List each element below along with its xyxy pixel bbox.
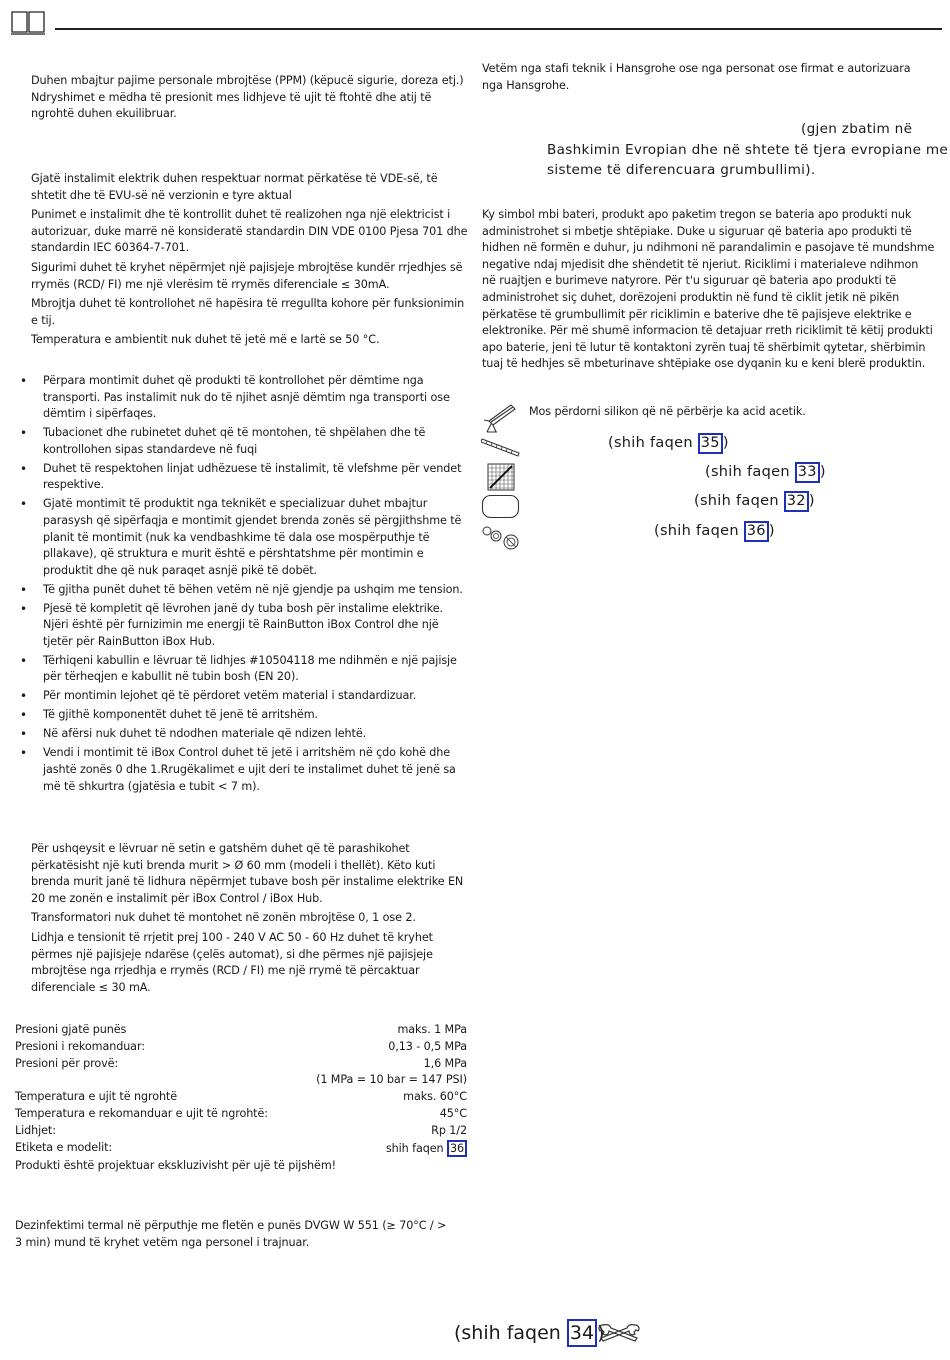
spec-row-model (15, 1140, 467, 1157)
list-item: • Për montimin lejohet që të përdoret vetëm material i standardizuar. (31, 688, 469, 705)
spec-label: Temperatura e ujit të ngrohtë (15, 1090, 178, 1104)
list-item: • Në afërsi nuk duhet të ndodhen materiale që ndizen lehtë. (31, 726, 469, 743)
page-ref-text: (shih faqen (705, 464, 790, 480)
page-ref-link[interactable]: 32 (784, 491, 809, 512)
fittings-parts-icon (481, 524, 521, 552)
spec-label: Etiketa e modelit: (15, 1140, 113, 1154)
specs-table (15, 1022, 467, 1175)
page-ref-row (608, 433, 729, 454)
spec-label: Temperatura e rekomanduar e ujit të ngrohtë: (15, 1106, 268, 1120)
spec-value: maks. 60°C (403, 1090, 467, 1104)
footer-page-ref (454, 1319, 605, 1347)
spec-value (386, 1140, 467, 1157)
page-ref-row (694, 491, 815, 512)
page-ref-text: ) (768, 523, 775, 539)
page-ref-text: (shih faqen (654, 523, 739, 539)
level-ruler-icon (481, 435, 521, 457)
list-item: • Gjatë montimit të produktit nga teknikët e specializuar duhet mbajtur parasysh që sipërfaqja e montimit gjendet brenda zonës së përgjithshme të planit të montimit (nuk ka vendbashkime të dala ose mospërputhje të pllakave), që struktura e murit është e përshtatshme për montimin e produktit dhe që nuk paraqet asnjë pikë të dobët. (31, 496, 469, 579)
spec-row (15, 1056, 467, 1073)
page-ref-text: ) (722, 435, 729, 451)
tile-grid-icon (487, 463, 515, 491)
silicone-note: Mos përdorni silikon që në përbërje ka acid acetik. (529, 405, 806, 418)
power-para: Transformatori nuk duhet të montohet në zonën mbrojtëse 0, 1 ose 2. (31, 911, 416, 925)
power-section (31, 841, 469, 996)
manual-book-icon (10, 8, 46, 36)
safety-para: Ndryshimet e mëdha të presionit mes lidhjeve të ujit të ftohtë dhe atij të ngrohtë duhen ekuilibruar. (31, 90, 432, 121)
page-ref-link[interactable]: 35 (698, 433, 723, 454)
spec-row (15, 1072, 467, 1089)
electric-para: Temperatura e ambientit nuk duhet të jetë më e lartë se 50 °C. (31, 333, 380, 347)
list-item: • Vendi i montimit të iBox Control duhet të jetë i arritshëm në çdo kohë dhe jashtë zonës 0 dhe 1.Rrugëkalimet e ujit deri te instalimet duhet të jenë sa më të shkurtra (gjatësia e tubit < 7 m). (31, 745, 469, 795)
staff-note: Vetëm nga stafi teknik i Hansgrohe ose nga personat ose firmat e autorizuara nga Hansgrohe. (482, 62, 911, 92)
electric-para: Mbrojtja duhet të kontrollohet në hapësira të rregullta kohore për funksionimin e tij. (31, 297, 465, 327)
spec-row (15, 1022, 467, 1039)
spec-value: 45°C (439, 1106, 467, 1120)
page-ref-row (705, 462, 826, 483)
list-item: • Tubacionet dhe rubinetet duhet që të montohen, të shpëlahen dhe të kontrollohen sipas standardeve në fuqi (31, 425, 469, 458)
drinking-water-note: Produkti është projektuar ekskluzivisht për ujë të pijshëm! (15, 1159, 337, 1173)
eu-line3: sisteme të diferencuara grumbullimi). (547, 162, 816, 178)
spec-value: Rp 1/2 (431, 1123, 467, 1137)
page-ref-text: (shih faqen (608, 435, 693, 451)
electric-para: Punimet e instalimit dhe të kontrollit duhet të realizohen nga një elektricist i autorizuar, duke marrë në konsideratë standardin DIN VDE 0100 Pjesa 701 dhe standardin IEC 60364-7-701. (31, 208, 468, 255)
page-ref-text: (shih faqen (454, 1322, 561, 1344)
spec-value: (1 MPa = 10 bar = 147 PSI) (316, 1073, 467, 1087)
list-item: • Të gjithë komponentët duhet të jenë të arritshëm. (31, 707, 469, 724)
page-ref-link[interactable]: 34 (567, 1319, 597, 1347)
list-item: • Pjesë të kompletit që lëvrohen janë dy tuba bosh për instalime elektrike. Njëri është për furnizimin me energji të RainButton iBox Control dhe një tjetër për RainButton iBox Hub. (31, 601, 469, 651)
spec-label: Presioni gjatë punës (15, 1023, 127, 1036)
page-ref-text: (shih faqen (694, 493, 779, 509)
page-ref-link[interactable]: 33 (795, 462, 820, 483)
spec-label: Presioni për provë: (15, 1056, 119, 1070)
page-ref-text: shih faqen (385, 1141, 444, 1155)
spec-value: 1,6 MPa (423, 1056, 467, 1070)
battery-text: Ky simbol mbi bateri, produkt apo paketim tregon se bateria apo produkti nuk administrohet si mbetje shtëpiake. Duke u siguruar që bateria apo produkti të hidhen në formën e duhur, ju ndihmoni në parandalimin e pasojave të mundshme negative ndaj mjedisit dhe shëndetit të njeriut. Riciklimi i materialeve ndihmon në ruajtjen e burimeve natyrore. Për t'u siguruar që bateria apo produkti të administrohet siç duhet, dorëzojeni produktin në fund të ciklit jetik në pikën përkatëse të grumbullimit për riciklimin e baterive dhe të pajisjeve elektrike e elektronike. Për më shumë informacion të detajuar rreth riciklimit të këtij produkti apo baterie, jeni të lutur të kontaktoni zyrën tuaj të shërbimit qytetar, shërbimin tuaj të hedhjes së mbeturinave shtëpiake ose dyqanin ku e keni blerë produktin. (482, 208, 935, 371)
page-ref-link[interactable]: 36 (447, 1140, 467, 1157)
install-bullets (31, 373, 469, 795)
list-item: • Duhet të respektohen linjat udhëzuese të instalimit, të vlefshme për vendet respektive. (31, 461, 469, 494)
spec-row (15, 1123, 467, 1140)
eu-line2: Bashkimin Evropian dhe në shtete të tjera evropiane me (547, 142, 949, 158)
list-item: • Përpara montimit duhet që produkti të kontrollohet për dëmtime nga transporti. Pas instalimit nuk do të njihet asnjë dëmtim nga transporti ose dëmtim i sipërfaqes. (31, 373, 469, 423)
list-item: • Të gjitha punët duhet të bëhen vetëm në një gjendje pa ushqim me tension. (31, 582, 469, 599)
page-ref-row (654, 521, 775, 542)
spec-value: maks. 1 MPa (397, 1023, 467, 1036)
safety-section (31, 73, 469, 123)
electric-para: Sigurimi duhet të kryhet nëpërmjet një pajisjeje mbrojtëse kundër rrjedhjes së rrymës (RCD/ FI) me një vlerësim të rrymës diferenciale ≤ 30mA. (31, 260, 463, 291)
power-para: Për ushqeysit e lëvruar në setin e gatshëm duhet që të parashikohet përkatësisht një kuti brenda murit > Ø 60 mm (modeli i thellët). Këto kuti brenda murit janë të lidhura nëpërmjet tubave bosh për instalime elektrike EN 20 me zonën e instalimit për iBox Control / iBox Hub. (31, 842, 464, 905)
spec-label: Presioni i rekomanduar: (15, 1039, 145, 1053)
eu-line1: (gjen zbatim në (801, 121, 913, 137)
electric-section (31, 171, 469, 349)
spec-label: Lidhjet: (15, 1123, 56, 1137)
spec-row (15, 1039, 467, 1056)
power-para: Lidhja e tensionit të rrjetit prej 100 - 240 V AC 50 - 60 Hz duhet të kryhet përmes një pajisjeje ndarëse (çelës automat), si dhe përmes një pajisjeje mbrojtëse nga rrjedhja e rrymës (RCD / FI) me një rrymë të përcaktuar diferenciale ≤ 30 mA. (31, 930, 433, 994)
spec-value: 0,13 - 0,5 MPa (388, 1039, 467, 1053)
page-ref-text: ) (819, 464, 826, 480)
page-ref-text: ) (808, 493, 815, 509)
electric-para: Gjatë instalimit elektrik duhen respektuar normat përkatëse të VDE-së, të shtetit dhe të EVU-së në verzionin e tyre aktual (31, 172, 438, 202)
page-ref-text: ) (597, 1322, 605, 1344)
disinfection-note: Dezinfektimi termal në përputhje me fletën e punës DVGW W 551 (≥ 70°C / > 3 min) mund të kryhet vetëm nga personel i trajnuar. (15, 1219, 447, 1249)
page-ref-link[interactable]: 36 (744, 521, 769, 542)
safety-para: Duhen mbajtur pajime personale mbrojtëse (PPM) (këpucë sigurie, doreza etj.) (31, 74, 464, 87)
header-rule (55, 28, 942, 30)
silicone-gun-icon (483, 404, 517, 434)
spec-row (15, 1089, 467, 1106)
rounded-panel-icon (481, 494, 521, 520)
spec-row (15, 1106, 467, 1123)
wrench-tools-icon (597, 1321, 641, 1347)
install-section (31, 373, 469, 798)
list-item: • Tërhiqeni kabullin e lëvruar të lidhjes #10504118 me ndihmën e një pajisje për tërheqjen e kabullit në tubin bosh (EN 20). (31, 653, 469, 686)
